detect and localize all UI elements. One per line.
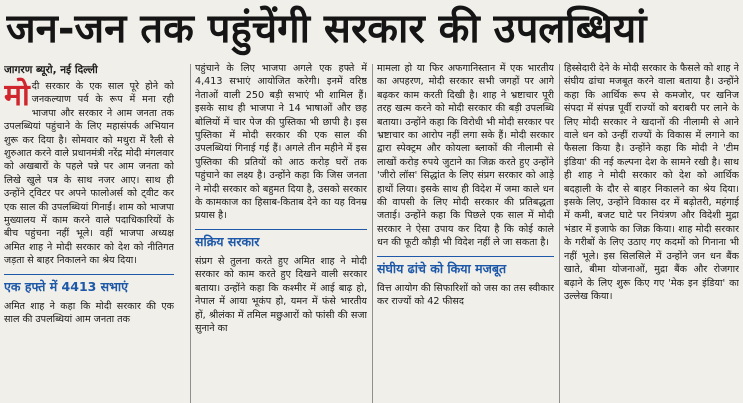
subhead-sabhaen: एक हफ्ते में 4413 सभाएं	[4, 274, 174, 296]
column-2-paragraph-2: संप्रग से तुलना करते हुए अमित शाह ने मोदी सरकार को काम करते हुए दिखने वाली सरकार बताया। उन्होंने कहा कि कश्मीर में आई बाढ़ हो, नेपाल में आया भूकंप हो, यमन में फंसे भारतीय हों, श्रीलंका में तमिल मछुआरों को फांसी की सजा सुनाने का	[195, 255, 367, 334]
drop-cap: मो	[4, 78, 30, 113]
subhead-sanghiya-dhancha: संघीय ढांचे को किया मजबूत	[377, 256, 554, 278]
column-divider	[190, 64, 191, 403]
column-4-paragraph-1: हिस्सेदारी देने के मोदी सरकार के फैसले को शाह ने संघीय ढांचा मजबूत करने वाला बताया है। उन्होंने कहा कि आर्थिक रूप से कमजोर, पर खनिज संपदा में संपन्न पूर्वी राज्यों को बराबरी पर लाने के लिए मोदी सरकार ने खदानों की नीलामी से आने वाले धन को उन्हीं राज्यों के विकास में लगाने का फैसला किया है। उन्होंने कहा कि मोदी ने 'टीम इंडिया' की नई कल्पना देश के सामने रखी है। साथ ही शाह ने मोदी सरकार को देश को आर्थिक बदहाली के दौर से बाहर निकालने का श्रेय दिया। इसके लिए, उन्होंने विकास दर में बढ़ोतरी, महंगाई में कमी, बजट घाटे पर नियंत्रण और विदेशी मुद्रा भंडार में इजाफे का जिक्र किया। शाह मोदी सरकार के गरीबों के लिए उठाए गए कदमों को गिनाना भी नहीं भूले। इस सिलसिले में उन्होंने जन धन बैंक खाते, बीमा योजनाओं, मुद्रा बैंक और रोजगार बढ़ाने के लिए शुरू किए गए 'मेक इन इंडिया' का उल्लेख किया।	[564, 63, 739, 302]
headline: जन-जन तक पहुंचेंगी सरकार की उपलब्धियां	[6, 6, 647, 52]
subhead-sakriya-sarkar: सक्रिय सरकार	[195, 229, 367, 251]
column-1-paragraph-2: अमित शाह ने कहा कि मोदी सरकार की एक साल की उपलब्धियां आम जनता तक	[4, 300, 174, 326]
byline: जागरण ब्यूरो, नई दिल्ली	[4, 64, 98, 76]
column-2-paragraph-1: पहुंचाने के लिए भाजपा अगले एक हफ्ते में 4,413 सभाएं आयोजित करेगी। इनमें वरिष्ठ नेताओं वाली 250 बड़ी सभाएं भी शामिल हैं। इसके साथ ही भाजपा ने 14 भाषाओं और छह बोलियों में चार पेज की पुस्तिका भी छापी है। इस पुस्तिका में मोदी सरकार की एक साल की उपलब्धियां गिनाई गई हैं। अगले तीन महीने में इस पुस्तिका की प्रतियों को आठ करोड़ घरों तक पहुंचाने का लक्ष्य है। उन्होंने कहा कि जिस जनता ने मोदी सरकार को बहुमत दिया है, उसको सरकार के कामकाज का हिसाब-किताब देने का यह विनम्र प्रयास है।	[195, 63, 367, 222]
column-3-paragraph-2: वित्त आयोग की सिफारिशों को जस का तस स्वीकार कर राज्यों को 42 फीसद	[377, 282, 554, 308]
column-1	[4, 62, 174, 403]
column-divider	[559, 64, 560, 403]
column-3	[377, 62, 554, 403]
column-3-paragraph-1: मामला हो या फिर अफगानिस्तान में एक भारतीय का अपहरण, मोदी सरकार सभी जगहों पर आगे बढ़कर काम करती दिखी है। शाह ने भ्रष्टाचार पूरी तरह खत्म करने को मोदी सरकार की बड़ी उपलब्धि बताया। उन्होंने कहा कि विरोधी भी मोदी सरकार पर भ्रष्टाचार का आरोप नहीं लगा सके हैं। मोदी सरकार द्वारा स्पेक्ट्रम और कोयला ब्लाकों की नीलामी से लाखों करोड़ रुपये जुटाने का जिक्र करते हुए उन्होंने 'जीरो लॉस' सिद्धांत के लिए संप्रग सरकार को आड़े हाथों लिया। इसके साथ ही विदेश में जमा काले धन की वापसी के लिए मोदी सरकार की प्रतिबद्धता जताई। उन्होंने कहा कि पिछले एक साल में मोदी सरकार ने ऐसा उपाय कर दिया है कि कोई काले धन की फूटी कौड़ी भी विदेश नहीं ले जा सकता है।	[377, 63, 554, 249]
column-4	[564, 62, 739, 403]
column-1-paragraph-1: दी सरकार के एक साल पूरे होने को जनकल्याण पर्व के रूप में मना रही भाजपा और सरकार ने आम जनता तक उपलब्धियां पहुंचाने के लिए महासंपर्क अभियान शुरू कर दिया है। सोमवार को मथुरा में रैली से शुरुआत करने वाले प्रधानमंत्री नरेंद्र मोदी मंगलवार को अखबारों के पहले पन्ने पर आम जनता को लिखे खुले पत्र के साथ नजर आए। साथ ही उन्होंने ट्विटर पर अपने फालोअर्स को ट्वीट कर एक साल की उपलब्धियां गिनाईं। शाम को भाजपा मुख्यालय में काम करने वाले पदाधिकारियों के बीच पहुंचना नहीं भूले। वहीं भाजपा अध्यक्ष अमित शाह ने मोदी सरकार को देश को नीतिगत जड़ता से बाहर निकालने का श्रेय दिया।	[4, 81, 174, 267]
column-2	[195, 62, 367, 403]
column-divider	[372, 64, 373, 403]
